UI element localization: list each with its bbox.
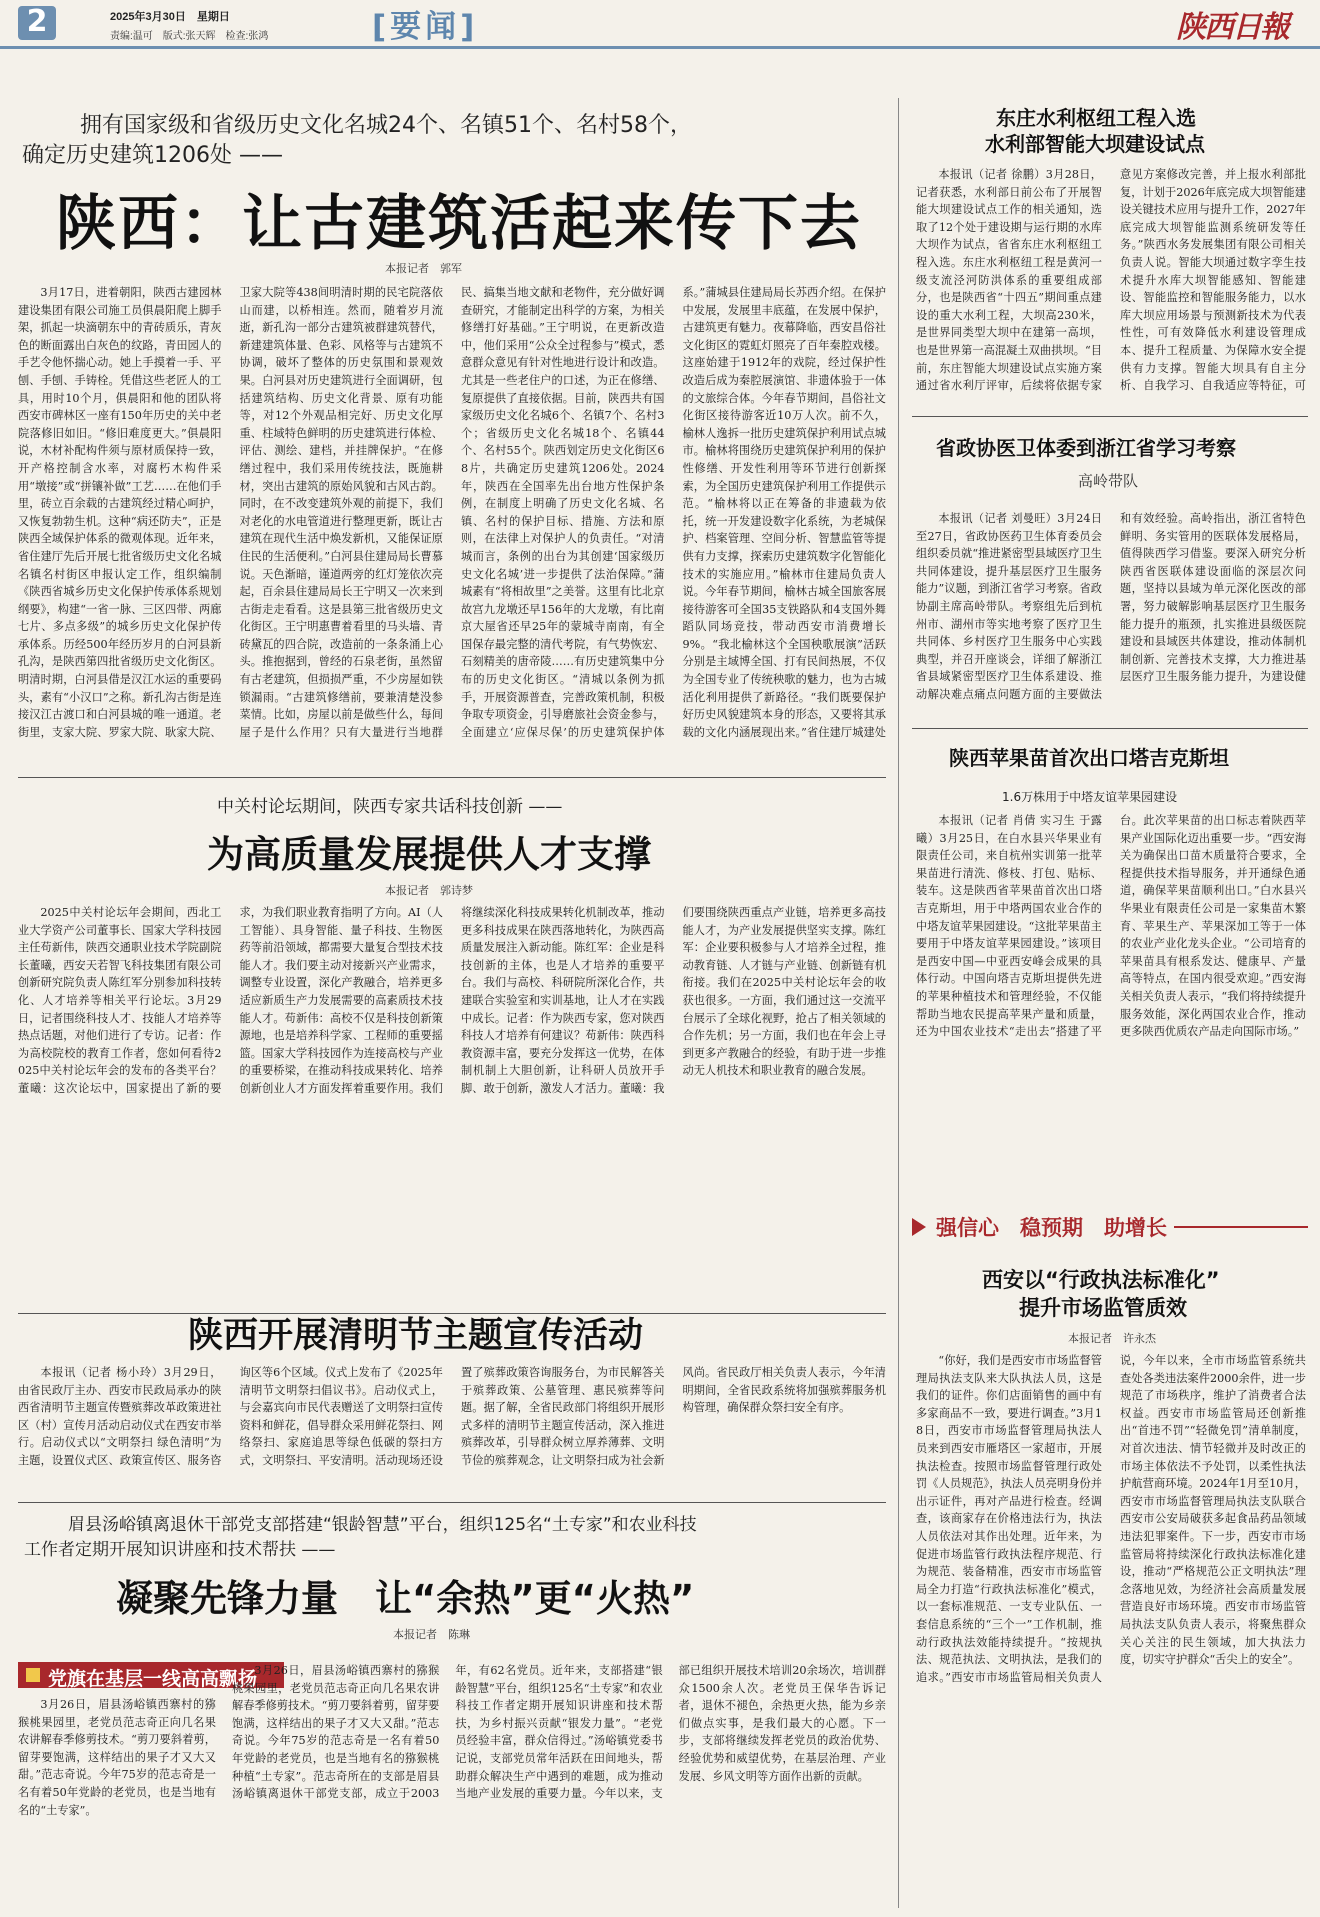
shuili-article-text: 本报讯（记者 徐鹏）3月28日，记者获悉，水利部日前公布了开展智能大坝建设试点工作的相关通知，选取了12个处于建设期与运行期的水库大坝作为试点，省省东庄水利枢纽工程入选。东庄水利枢纽工程是黄河一级支流泾河防洪体系的重要组成部分，也是陕西省“十四五”期间重点建设的重大水利工程，大坝高230米，是世界同类型大坝中在建第一高坝，也是世界第一高混凝土双曲拱坝。“目前，东庄智能大坝建设试点实施方案通过省水利厅评审，后续将依据专家意见方案修改完善，并上报水利部批复，计划于2026年底完成大坝智能建设关键技术应用与提升工作，2027年底完成大坝智能监测系统研发等任务。”陕西水务发展集团有限公司相关负责人说。智能大坝通过数字孪生技术提升水库大坝智能感知、智能建设、智能监控和智能服务能力，以水库大坝应用场景与预测新技术为代表性性，可有效降低水利建设管理成本、提升工程质量、为保障水安全提供有力支撑。智能大坝具有自主分析、自我学习、自我适应等特征，可 (916, 168, 1306, 393)
zgc-article-text: 2025中关村论坛年会期间，西北工业大学资产公司董事长、国家大学科技园主任苟新伟，陕西交通职业技术学院副院长董曦，西安天若智飞科技集团有限公司创新研究院负责人陈红军分别参加科技转化、人才培养等相关平行论坛。3月29日，记者围绕科技人才、技能人才培养等热点话题，对他们进行了专访。记者：作为高校院校的教育工作者，您如何看待2025中关村论坛年会的发布的各类平台？董曦：这次论坛中，国家提出了新的要求，为我们职业教育指明了方向。AI（人工智能）、具身智能、量子科技、生物医药等前沿领域，都需要大量复合型技术技能人才。我们要主动对接新兴产业需求，调整专业设置，深化产教融合，培养更多适应新质生产力发展需要的高素质技术技能人才。苟新伟：高校不仅是科技创新策源地，也是培养科学家、工程师的重要摇篮。国家大学科技园作为连接高校与产业的重要桥梁，在推动科技成果转化、培养创新创业人才方面发挥着重要作用。我们将继续深化科技成果转化机制改革，推动更多科技成果在陕西落地转化，为陕西高质量发展注入新动能。陈红军：企业是科技创新的主体，也是人才培养的重要平台。我们与高校、科研院所深化合作，共建联合实验室和实训基地，让人才在实践中成长。记者：作为陕西专家，您对陕西科技人才培养有何建议？苟新伟：陕西科教资源丰富，要充分发挥这一优势，在体制机制上大胆创新，让科研人员放开手脚、敢于创新，激发人才活力。董曦：我们要围绕陕西重点产业链，培养更多高技能人才，为产业发展提供坚实支撑。陈红军：企业要积极参与人才培养全过程，推动教育链、人才链与产业链、创新链有机衔接。我们在2025中关村论坛年会的收获也很多。一方面，我们通过这一交流平台展示了全球化视野，抢占了相关领域的合作先机；另一方面，我们也在年会上寻到更多产教融合的经验，有助于进一步推动无人机技术和职业教育的融合发展。 (18, 906, 886, 1095)
section-title: [要闻] (372, 9, 479, 45)
qingming-article-body (18, 1364, 886, 1498)
divider-zhengxie (912, 728, 1308, 729)
apple-subtitle: 1.6万株用于中塔友谊苹果园建设 (1002, 790, 1178, 804)
banner-arrow-icon (912, 1218, 926, 1236)
masthead-logo: 陕西日報 (1176, 10, 1288, 45)
divider-main (18, 777, 886, 778)
right-column-separator (898, 98, 899, 1908)
meixian-kicker-2: 工作者定期开展知识讲座和技术帮扶 —— (24, 1540, 336, 1560)
main-article-body (18, 284, 886, 754)
zhengxie-headline: 省政协医卫体委到浙江省学习考察 (936, 436, 1236, 460)
zhengxie-byline: 高岭带队 (1078, 472, 1139, 490)
meixian-article-body (232, 1662, 886, 1914)
main-byline: 本报记者 郭军 (385, 262, 462, 275)
banner-flag-icon (26, 1668, 40, 1682)
divider-shuili (912, 416, 1308, 417)
masthead (0, 0, 1320, 46)
divider-qingming (18, 1502, 886, 1503)
meixian-headline: 凝聚先锋力量 让“余热”更“火热” (116, 1577, 695, 1620)
zgc-headline: 为高质量发展提供人才支撑 (207, 833, 651, 876)
apple-headline: 陕西苹果苗首次出口塔吉克斯坦 (949, 746, 1229, 770)
qingming-headline: 陕西开展清明节主题宣传活动 (188, 1316, 644, 1356)
zgc-byline: 本报记者 郭诗梦 (385, 884, 473, 897)
meixian-article-text-1: 3月26日，眉县汤峪镇西寨村的猕猴桃果园里，老党员范志奇正向几名果农讲解春季修剪技术。“剪刀要斜着剪，留芽要饱满，这样结出的果子才又大又甜。”范志奇说。今年75岁的范志奇是一名有着50年党龄的老党员，也是当地有名的“土专家”。 (18, 1698, 216, 1817)
bracket-right: ] (460, 9, 479, 45)
masthead-editors: 责编:温可 版式:张天辉 检查:张鸿 (110, 31, 269, 42)
main-article-text: 3月17日，进着朝阳，陕西古建园林建设集团有限公司施工员俱晨阳爬上脚手架，抓起一块滴朝东中的青砖质乐，青灰色的断面露出白灰色的纹路，青田园人的手艺令他怀揣心动。她上手摸着一手、平刨、手刨、手铸栓。凭借这些老匠人的工具，用时10个月，俱晨阳和他的团队将西安市碑林区一座有150年历史的关中老院落修旧如旧。“修旧难度更大。”俱晨阳说，木材补配构件须与原材质保持一致，开产格控制含水率，对腐朽木构件采用“墩接”或“拼镶补做”工艺……在他们手里，砖立百余载的古建筑经过精心呵护，又恢复勃勃生机。这种“病还防夫”，正是陕西全域保护体系的微观体现。近年来，省住建厅先后开展七批省级历史文化名城名镇名村街区申报认定工作，组织编制《陕西省城乡历史文化保护传承体系规划纲要》，构建“一省一脉、三区四带、两廊七片、多点多级”的城乡历史文化保护传承体系。历经500年经历岁月的白河县新孔沟，是陕西第四批省级历史文化街区。明清时期，白河县借是汉江水运的重要码头，素有“小汉口”之称。新孔沟古街是连接汉江古渡口和白河县城的唯一通道。老街里，支家大院、罗家大院、耿家大院、卫家大院等438间明清时期的民宅院落依山而建，以桥相连。然而，随着岁月流逝，新孔沟一部分古建筑被群建筑替代，新建建筑体量、色彩、风格等与古建筑不协调，破坏了整体的历史氛围和景观效果。白河县对历史建筑进行全面调研，包括建筑结构、历史文化背景、原有功能等，对12个外观品相完好、历史文化厚重、柱域特色鲜明的历史建筑进行体检、评估、测绘、建档，并挂牌保护。“在修缮过程中，我们采用传统技法，既施耕材，突出古建筑的原始风貌和古风古韵。同时，在不改变建筑外观的前提下，我们对老化的水电管道进行整理更新，既让古建筑在现代生活中焕发新机，又能保证原住民的生活便利。”白河县住建局局长曹慕说。天色渐暗，谨道两旁的红灯笼依次亮起，百余县住建局局长王宁明又一次来到古街走走看看。这是县第三批省级历史文化街区。王宁明惠曹着看里的马头墙、青砖黛瓦的四合院，改造前的一条条涌上心头。推抱据到，曾经的石泉老街，虽然留有古老建筑，但损损严重，不少房屋如铁锁漏雨。“古建筑修缮前，要兼清楚没参菜情。比如，房屋以前是做些什么，每间屋子是什么作用？只有大量进行当地群民、搞集当地文献和老物件，充分做好调查研究，才能制定出科学的方案，为相关修缮打好基础。”王宁明说，在更新改造中，他们采用“公众全过程参与”模式，悉意群众意见有针对性地进行设计和改造。尤其是一些老住户的口述，为正在修缮、复原提供了直接依据。目前，陕西共有国家级历史文化名城6个、名镇7个、名村3个；省级历史文化名城18个、名镇44个、名村55个。陕西划定历史文化街区68片，共确定历史建筑1206处。2024年，陕西在全国率先出台地方性保护条例，在制度上明确了历史文化名城、名镇、名村的保护目标、措施、方法和原则，在法律上对保护人的负责任。“对清城而言，条例的出台为其创建‘国家级历史文化名城’进一步提供了法治保障。”蒲城素有“将相故里”之美誉。这里有比北京故宫九龙墩还早156年的大龙墩，有比南京大屋省还早25年的蒙城寺南南，有全国保存最完整的清代考院，有气势恢宏、石刻精美的唐帝陵……有历史建筑集中分布的历史文化街区。“清城以条例为抓手，开展资源普查，完善政策机制，积极争取专项资金，引导磨旅社会资金参与，全面建立‘应保尽保’的历史建筑保护体系。”蒲城县住建局局长苏西介绍。在保护中发展，发展里丰底蕴，在发展中保护，古建筑更有魅力。夜幕降临，西安昌俗社文化街区的霓虹灯照亮了百年秦腔戏楼。这座始建于1912年的戏院，经过保护性改造后成为秦腔展演馆、非遗体验于一体的文旅综合体。今年春节期间，昌俗社文化街区接待游客近10万人次。前不久，榆林人逸拆一批历史建筑保护利用试点城市。榆林将围绕历史建筑保护利用的保护性修缮、开发性利用等环节进行创新探索，为全国历史建筑保护利用工作提供示范。“榆林将以正在筹备的非遗载为依托，统一开发建设数字化系统，为老城保护、档案管理、空间分析、智慧监管等提供有力支撑，探索历史建筑数字化智能化技术的实施应用。”榆林市住建局负责人说。今年春节期间，榆林古城全国旅客展接待游客可全国35支铁路队和4支国外舞蹈队同场竞技，带动西安市消费增长9%。“我北榆林这个全国秧歌展演”活跃分别是主域博全国、打有民间热展，不仅为全国专业了传统秧歌的魅力，也为古城活化利用提供了新路径。“我们既要保护好历史风貌建筑本身的形态，又要将其承载的文化内涵展现出来。”省住建厅城建处 (18, 286, 886, 739)
shuili-headline: 东庄水利枢纽工程入选 (996, 106, 1196, 130)
meixian-article-body-col1 (18, 1696, 216, 1914)
qingming-article-text: 本报讯（记者 杨小玲）3月29日，由省民政厅主办、西安市民政局承办的陕西省清明节主题宣传暨殡葬改革政策进社区（村）宣传月活动启动仪式在西安市举行。启动仪式以“文明祭扫 绿色清明”为主题，设置仪式区、政策宣传区、服务咨询区等6个区域。仪式上发布了《2025年清明节文明祭扫倡议书》。启动仪式上，与会嘉宾向市民代表赠送了文明祭扫宣传资料和鲜花，倡导群众采用鲜花祭扫、网络祭扫、家庭追思等绿色低碳的祭扫方式，文明祭扫、平安清明。活动现场还设置了殡葬政策咨询服务台，为市民解答关于殡葬政策、公墓管理、惠民殡葬等问题。据了解，全省民政部门将组织开展形式多样的清明节主题宣传活动，深入推进殡葬改革，引导群众树立厚养薄葬、文明节俭的殡葬观念，让文明祭扫成为社会新风尚。省民政厅相关负责人表示，今年清明期间，全省民政系统将加强殡葬服务机构管理，确保群众祭扫安全有序。 (18, 1366, 886, 1467)
meixian-byline: 本报记者 陈琳 (393, 1628, 470, 1641)
zgc-article-body (18, 904, 886, 1306)
xian-headline: 西安以“行政执法标准化” (982, 1268, 1220, 1292)
zhengxie-article-text: 本报讯（记者 刘曼旺）3月24日至27日，省政协医药卫生体育委员会组织委员就“推进紧密型县域医疗卫生共同体建设，提升基层医疗卫生服务能力”议题，到浙江省学习考察。省政协副主席高岭带队。考察组先后到杭州市、湖州市等实地考察了医疗卫生共同体、乡村医疗卫生服务中心实践典型，并召开座谈会，详细了解浙江省县域紧密型医疗卫生体系建设、推动解决难点痛点问题方面的主要做法和有效经验。高岭指出，浙江省特色鲜明、务实管用的医联体发展格局，值得陕西学习借鉴。要深入研究分析陕西省医联体建设面临的深层次问题，坚持以县域为单元深化医改的部署，努力破解影响基层医疗卫生服务能力提升的瓶颈，扎实推进县级医院建设和县域医共体建设，推动体制机制创新、完善技术支撑，大力推进基层医疗卫生服务能力提升，为建设健 (916, 512, 1306, 701)
xian-banner (912, 1210, 1308, 1244)
zhengxie-article-body (916, 510, 1306, 710)
shuili-article-body (916, 166, 1306, 404)
page-number: 2 (26, 4, 48, 39)
xian-headline-2: 提升市场监管质效 (1019, 1296, 1187, 1320)
apple-article-text: 本报讯（记者 肖倩 实习生 于露曦）3月25日，在白水县兴华果业有限责任公司，来自杭州实训第一批苹果苗进行清洗、修枝、打包、贴标、装车。这是陕西省苹果苗首次出口塔吉克斯坦，用于中塔两国农业合作的中塔友谊苹果园建设。“这批苹果苗主要用于中塔友谊苹果园建设。”该项目是西安中国—中亚西安峰会成果的具体行动。中国向塔吉克斯坦提供先进的苹果种植技术和管理经验，不仅能帮助当地农民提高苹果产量和质量，还为中国农业技术“走出去”搭建了平台。此次苹果苗的出口标志着陕西苹果产业国际化迈出重要一步。“西安海关为确保出口苗木质量符合要求，全程提供技术指导服务，并开通绿色通道，确保苹果苗顺利出口。”白水县兴华果业有限责任公司是一家集苗木繁育、苹果生产、苹果深加工等于一体的农业产业化龙头企业。“公司培育的苹果苗具有根系发达、健康早、产量高等特点，在国内很受欢迎。”西安海关相关负责人表示，“我们将持续提升服务效能，深化两国农业合作，推动更多陕西优质农产品走向国际市场。” (916, 814, 1306, 1039)
meixian-banner-text: 党旗在基层一线高高飘扬 (48, 1668, 258, 1690)
main-headline: 陕西：让古建筑活起来传下去 (56, 189, 862, 259)
xian-article-text: “你好，我们是西安市市场监督管理局执法支队来大队执法人员，这是我们的证件。你们店面销售的画中有多家商品不一致，要进行调查。”3月18日，西安市市场监督管理局执法人员来到西安市雁塔区一家超市，开展执法检查。按照市场监督管理行政处罚《人员规范》，执法人员亮明身份并出示证件，再对产品进行检查。经调查，该商家存在价格违法行为，执法人员依法对其作出处理。近年来，为促进市场监管行政执法程序规范、行为规范、装备精准，西安市市场监管局全力打造“行政执法标准化”模式，以一套标准规范、一支专业队伍、一套信息系统的“三个一”工作机制，推动行政执法效能持续提升。“按规执法、规范执法、文明执法，是我们的追求。”西安市市场监管局相关负责人说，今年以来，全市市场监管系统共查处各类违法案件2000余件，进一步规范了市场秩序，维护了消费者合法权益。西安市市场监管局还创新推出“首违不罚”“轻微免罚”清单制度，对首次违法、情节轻微并及时改正的市场主体依法不予处罚，以柔性执法护航营商环境。2024年1月至10月，西安市市场监督管理局执法支队联合西安市公安局破获多起食品药品领域违法犯罪案件。下一步，西安市市场监管局将持续深化行政执法标准化建设，推动“严格规范公正文明执法”理念落地见效，为经济社会高质量发展营造良好市场环境。西安市市场监管局执法支队负责人表示，将聚焦群众关心关注的民生领域，加大执法力度，切实守护群众“舌尖上的安全”。 (916, 1354, 1306, 1684)
main-kicker-2: 确定历史建筑1206处 —— (22, 143, 283, 168)
zgc-kicker: 中关村论坛期间，陕西专家共话科技创新 —— (217, 797, 563, 817)
meixian-kicker: 眉县汤峪镇离退休干部党支部搭建“银龄智慧”平台，组织125名“土专家”和农业科技 (68, 1515, 697, 1535)
masthead-rule (0, 46, 1320, 49)
apple-article-body (916, 812, 1306, 1200)
xian-byline: 本报记者 许永杰 (1068, 1332, 1156, 1345)
shuili-headline-2: 水利部智能大坝建设试点 (985, 132, 1205, 156)
xian-banner-text: 强信心 稳预期 助增长 (936, 1216, 1167, 1240)
xian-article-body (916, 1352, 1306, 1912)
main-kicker: 拥有国家级和省级历史文化名城24个、名镇51个、名村58个， (80, 113, 692, 138)
meixian-article-text: 3月26日，眉县汤峪镇西寨村的猕猴桃果园里，老党员范志奇正向几名果农讲解春季修剪技术。“剪刀要斜着剪，留芽要饱满，这样结出的果子才又大又甜。”范志奇说。今年75岁的范志奇是一名有着50年党龄的老党员，也是当地有名的猕猴桃种植“土专家”。范志奇所在的支部是眉县汤峪镇离退休干部党支部，成立于2003年，有62名党员。近年来，支部搭建“银龄智慧”平台，组织125名“土专家”和农业科技工作者定期开展知识讲座和技术帮扶，为乡村振兴贡献“银发力量”。“老党员经验丰富，群众信得过。”汤峪镇党委书记说，支部党员常年活跃在田间地头，帮助群众解决生产中遇到的难题，成为推动当地产业发展的重要力量。今年以来，支部已组织开展技术培训20余场次，培训群众1500余人次。老党员王保华告诉记者，退休不褪色，余热更火热，能为乡亲们做点实事，是我们最大的心愿。下一步，支部将继续发挥老党员的政治优势、经验优势和威望优势，在基层治理、产业发展、乡风文明等方面作出新的贡献。 (232, 1664, 886, 1801)
bracket-left: [ (372, 9, 391, 45)
masthead-date: 2025年3月30日 星期日 (110, 11, 230, 23)
banner-rule (1174, 1226, 1308, 1228)
